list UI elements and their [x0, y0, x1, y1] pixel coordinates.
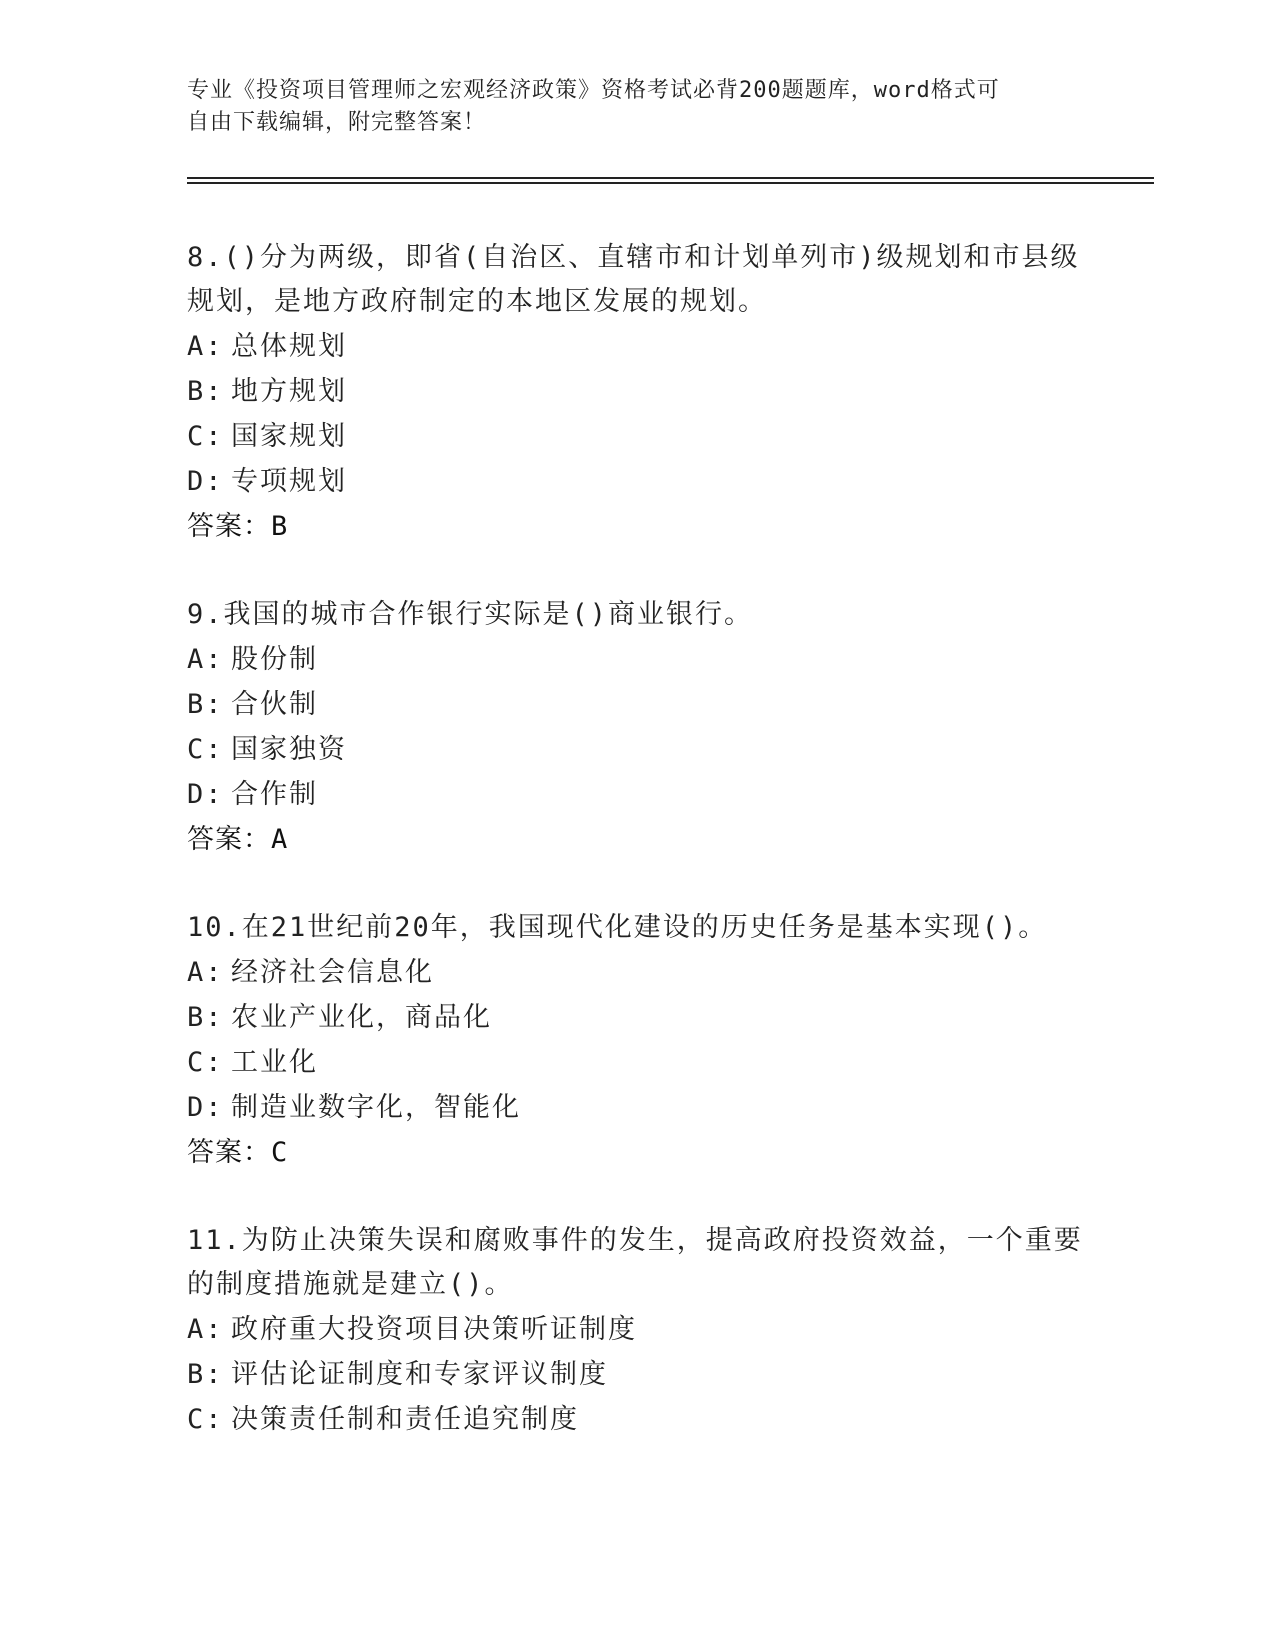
option-a [187, 324, 1087, 369]
option-text: 制造业数字化，智能化 [231, 1092, 521, 1123]
option-b [187, 682, 1087, 727]
option-text: 国家独资 [231, 734, 347, 765]
option-text: 合作制 [231, 779, 318, 810]
option-label: D: [187, 779, 224, 810]
option-label: C: [187, 421, 224, 452]
answer-label: 答案： [187, 1137, 271, 1168]
answer [187, 817, 1087, 863]
question-text: 10.在21世纪前20年，我国现代化建设的历史任务是基本实现()。 [187, 912, 1048, 943]
question-text: 11.为防止决策失误和腐败事件的发生，提高政府投资效益，一个重要的制度措施就是建立()。 [187, 1225, 1083, 1300]
question-text: 9.我国的城市合作银行实际是()商业银行。 [187, 599, 754, 630]
option-b [187, 369, 1087, 414]
option-text: 经济社会信息化 [231, 957, 434, 988]
option-label: C: [187, 1404, 224, 1435]
question-text: 8.()分为两级，即省(自治区、直辖市和计划单列市)级规划和市县级规划，是地方政府制定的本地区发展的规划。 [187, 242, 1080, 317]
option-text: 地方规划 [231, 376, 347, 407]
option-a [187, 950, 1087, 995]
option-label: A: [187, 957, 224, 988]
option-c [187, 414, 1087, 459]
option-a [187, 637, 1087, 682]
option-text: 国家规划 [231, 421, 347, 452]
option-label: A: [187, 331, 224, 362]
option-label: A: [187, 1314, 224, 1345]
option-label: B: [187, 689, 224, 720]
answer [187, 504, 1087, 550]
document-header [187, 75, 1067, 139]
option-label: D: [187, 1092, 224, 1123]
header-rule-top [187, 177, 1154, 179]
option-text: 总体规划 [231, 331, 347, 362]
option-text: 工业化 [231, 1047, 318, 1078]
option-text: 政府重大投资项目决策听证制度 [231, 1314, 637, 1345]
option-c [187, 727, 1087, 772]
header-line-1: 专业《投资项目管理师之宏观经济政策》资格考试必背200题题库，word格式可 [187, 78, 1000, 103]
answer-value: B [271, 511, 289, 542]
option-d [187, 772, 1087, 817]
answer-label: 答案： [187, 824, 271, 855]
option-text: 专项规划 [231, 466, 347, 497]
answer [187, 1130, 1087, 1176]
option-d [187, 1085, 1087, 1130]
answer-value: A [271, 824, 289, 855]
option-text: 评估论证制度和专家评议制度 [231, 1359, 608, 1390]
option-label: B: [187, 1002, 224, 1033]
option-d [187, 459, 1087, 504]
answer-label: 答案： [187, 511, 271, 542]
header-line-2: 自由下载编辑，附完整答案！ [187, 110, 487, 135]
option-a [187, 1307, 1087, 1352]
option-label: C: [187, 734, 224, 765]
option-c [187, 1040, 1087, 1085]
option-text: 合伙制 [231, 689, 318, 720]
option-text: 股份制 [231, 644, 318, 675]
question-8 [187, 236, 1087, 550]
question-11 [187, 1219, 1087, 1442]
answer-value: C [271, 1137, 289, 1168]
header-rule-bottom [187, 182, 1154, 184]
question-10 [187, 906, 1087, 1176]
question-9 [187, 593, 1087, 863]
option-label: B: [187, 376, 224, 407]
option-label: C: [187, 1047, 224, 1078]
option-label: B: [187, 1359, 224, 1390]
option-text: 决策责任制和责任追究制度 [231, 1404, 579, 1435]
option-text: 农业产业化，商品化 [231, 1002, 492, 1033]
option-label: A: [187, 644, 224, 675]
option-b [187, 1352, 1087, 1397]
question-list [187, 236, 1087, 1485]
option-b [187, 995, 1087, 1040]
option-c [187, 1397, 1087, 1442]
option-label: D: [187, 466, 224, 497]
